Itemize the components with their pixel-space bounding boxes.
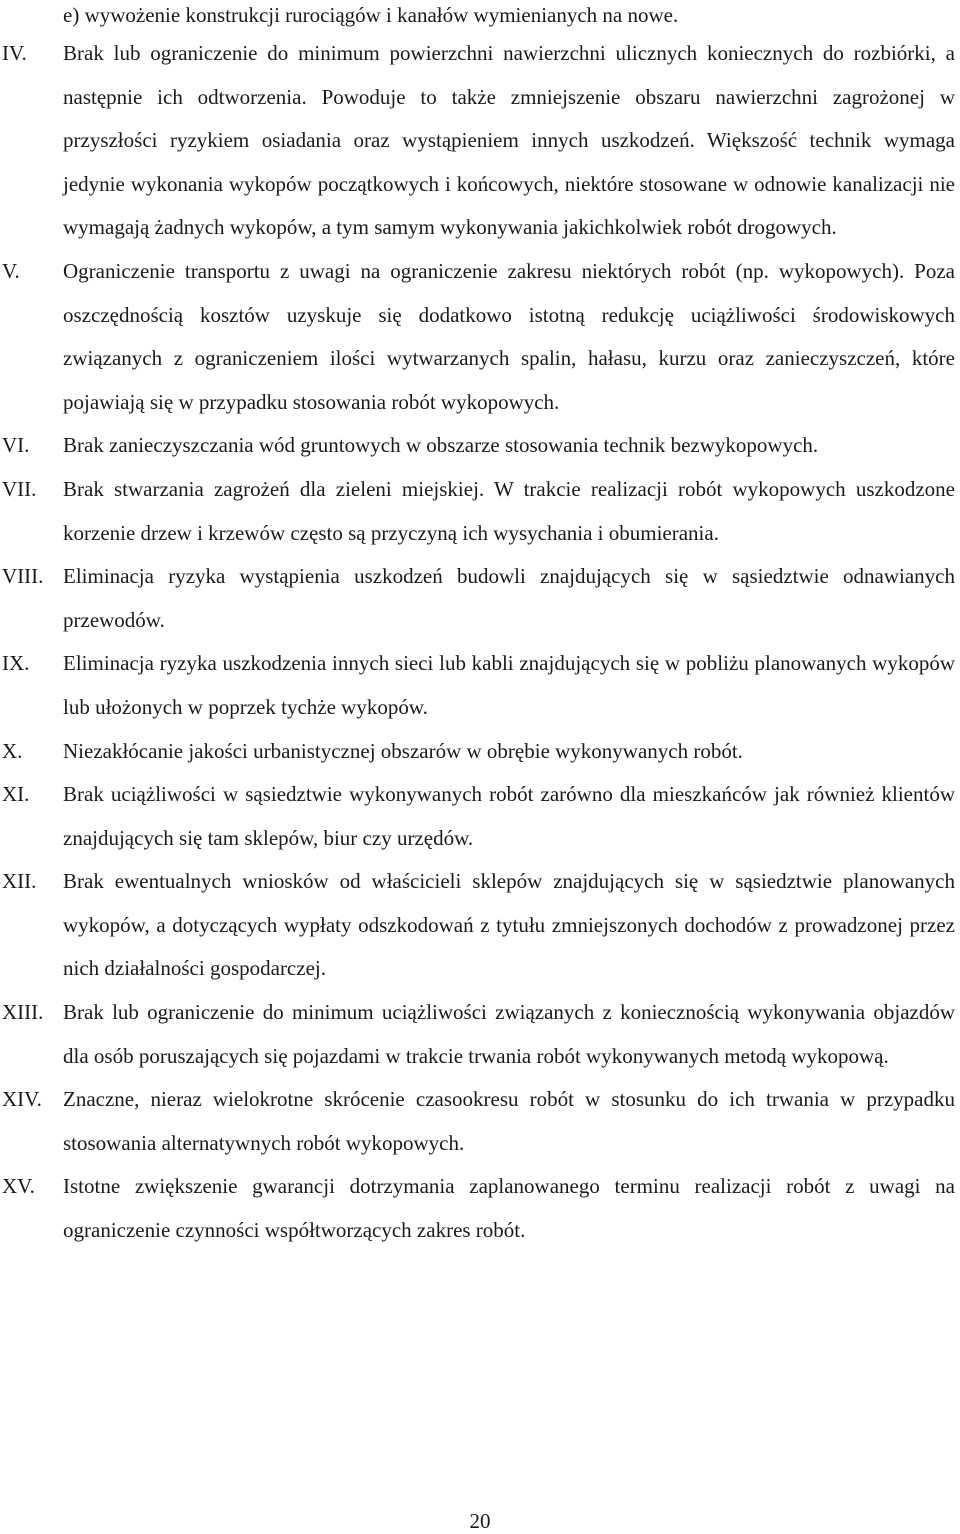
list-item-numeral: VIII. bbox=[2, 564, 44, 589]
list-item bbox=[0, 773, 955, 860]
list-item-numeral: VI. bbox=[2, 433, 30, 458]
list-item-numeral: IV. bbox=[2, 41, 27, 65]
page-number: 20 bbox=[469, 1509, 491, 1533]
list-item-text: Znaczne, nieraz wielokrotne skrócenie czasookresu robót w stosunku do ich trwania w przypadku stosowania alternatywnych robót wykopowych. bbox=[63, 1087, 955, 1155]
list-item bbox=[0, 32, 955, 250]
list-item bbox=[0, 424, 955, 468]
list-item-numeral: VII. bbox=[2, 476, 37, 501]
list-item bbox=[0, 642, 955, 729]
list-item-numeral: V. bbox=[2, 258, 20, 283]
list-item bbox=[0, 555, 955, 642]
list-item-text: Brak zanieczyszczania wód gruntowych w obszarze stosowania technik bezwykopowych. bbox=[63, 433, 819, 458]
list-item-text: Istotne zwiększenie gwarancji dotrzymania zaplanowanego terminu realizacji robót z uwagi na ograniczenie czynności współtworzących zakres robót. bbox=[63, 1174, 955, 1243]
list-item bbox=[0, 250, 955, 424]
list-item bbox=[0, 991, 955, 1078]
list-item-numeral: XII. bbox=[2, 869, 37, 894]
list-item-text: Brak uciążliwości w sąsiedztwie wykonywanych robót zarówno dla mieszkańców jak również klientów znajdujących się tam sklepów, biur czy urzędów. bbox=[63, 782, 955, 850]
list-item-numeral: XIV. bbox=[2, 1087, 42, 1112]
list-item bbox=[0, 1078, 955, 1165]
list-item-text: Eliminacja ryzyka uszkodzenia innych sieci lub kabli znajdujących się w pobliżu planowanych wykopów lub ułożonych w poprzek tychże wykopów. bbox=[63, 651, 955, 719]
list-item-text: Brak lub ograniczenie do minimum powierzchni nawierzchni ulicznych koniecznych do rozbiórki, a następnie ich odtworzenia. Powoduje to także zmniejszenie obszaru nawierzchni zagrożonej w przyszłości ryzykiem osiadania oraz wystąpieniem innych uszkodzeń. Większość technik wymaga jedynie wykonania wykopów początkowych i końcowych, niektóre stosowane w odnowie kanalizacji nie wymagają żadnych wykopów, a tym samym wykonywania jakichkolwiek robót drogowych. bbox=[63, 41, 955, 240]
numbered-list bbox=[0, 32, 960, 1253]
list-item-numeral: XI. bbox=[2, 782, 30, 807]
list-item-numeral: XV. bbox=[2, 1174, 35, 1199]
list-item-text: Ograniczenie transportu z uwagi na ograniczenie zakresu niektórych robót (np. wykopowych). Poza oszczędnością kosztów uzyskuje się dodatkowo istotną redukcję uciążliwości środowiskowych związanych z ograniczeniem ilości wytwarzanych spalin, hałasu, kurzu oraz zanieczyszczeń, które pojawiają się w przypadku stosowania robót wykopowych. bbox=[63, 258, 955, 414]
list-item-text: Brak stwarzania zagrożeń dla zieleni miejskiej. W trakcie realizacji robót wykopowych uszkodzone korzenie drzew i krzewów często są przyczyną ich wysychania i obumierania. bbox=[63, 476, 955, 545]
list-item bbox=[0, 468, 955, 555]
list-item bbox=[0, 860, 955, 991]
list-item bbox=[0, 730, 955, 774]
list-item-text: Eliminacja ryzyka wystąpienia uszkodzeń budowli znajdujących się w sąsiedztwie odnawianych przewodów. bbox=[63, 564, 955, 632]
list-item-text: Niezakłócanie jakości urbanistycznej obszarów w obrębie wykonywanych robót. bbox=[63, 738, 743, 763]
list-item-text: Brak ewentualnych wniosków od właścicieli sklepów znajdujących się w sąsiedztwie planowanych wykopów, a dotyczących wypłaty odszkodowań z tytułu zmniejszonych dochodów z prowadzonej przez nich działalności gospodarczej. bbox=[63, 869, 955, 981]
list-item-numeral: XIII. bbox=[2, 1000, 44, 1025]
list-continuation-line: e) wywożenie konstrukcji rurociągów i kanałów wymienianych na nowe. bbox=[63, 3, 679, 27]
list-item bbox=[0, 1165, 955, 1252]
list-item-numeral: IX. bbox=[2, 651, 30, 676]
list-item-text: Brak lub ograniczenie do minimum uciążliwości związanych z koniecznością wykonywania objazdów dla osób poruszających się pojazdami w trakcie trwania robót wykonywanych metodą wykopową. bbox=[63, 1000, 955, 1068]
list-item-numeral: X. bbox=[2, 738, 23, 763]
